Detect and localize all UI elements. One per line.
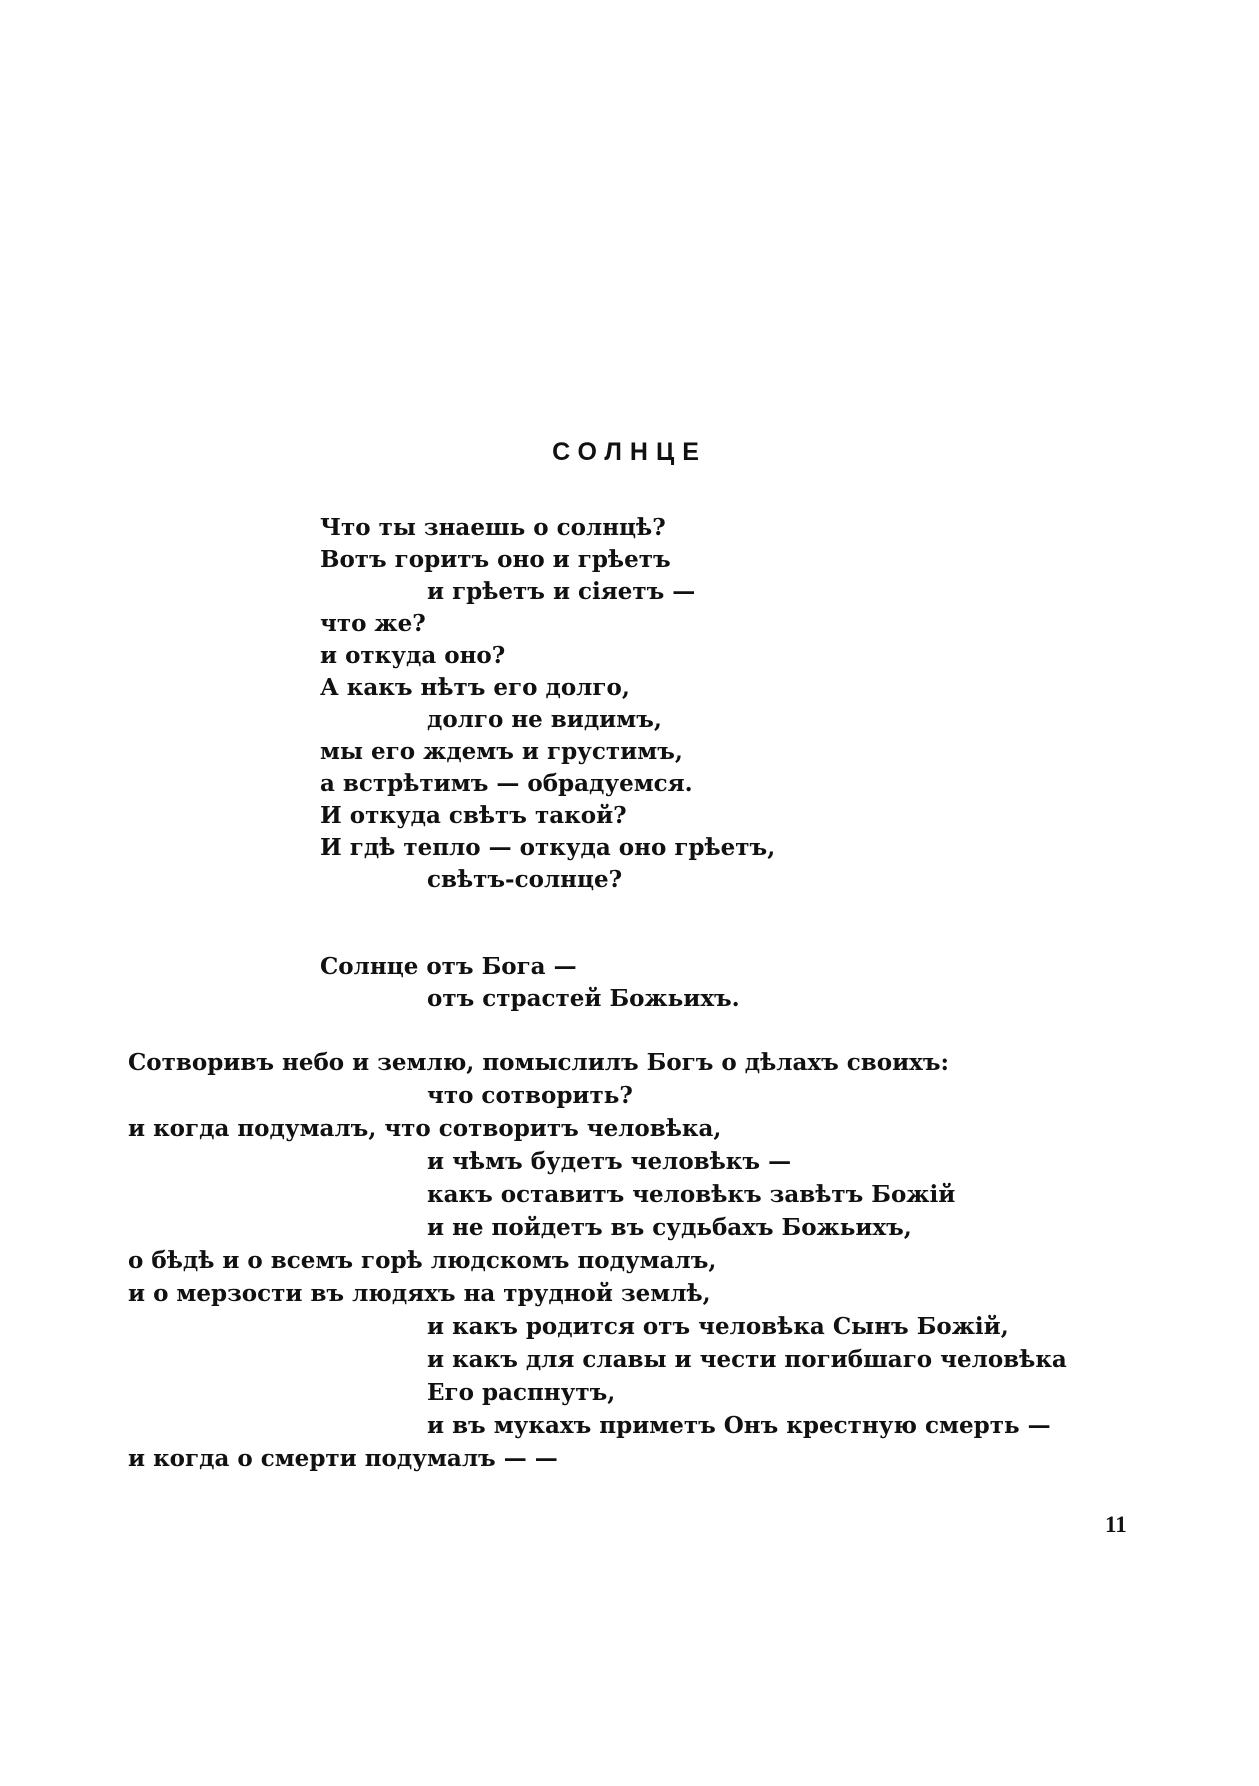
page-title: СОЛНЦЕ bbox=[552, 438, 707, 466]
verse-line: а встрѣтимъ — обрадуемся. bbox=[320, 770, 693, 797]
verse-line: и когда подумалъ, что сотворитъ человѣка, bbox=[128, 1115, 722, 1142]
verse-line: свѣтъ-солнце? bbox=[427, 866, 623, 893]
verse-line: и о мерзости въ людяхъ на трудной землѣ, bbox=[128, 1280, 711, 1307]
verse-line: и когда о смерти подумалъ — — bbox=[128, 1445, 558, 1472]
verse-line: какъ оставитъ человѣкъ завѣтъ Божій bbox=[427, 1181, 956, 1208]
verse-line: и какъ родится отъ человѣка Сынъ Божій, bbox=[427, 1313, 1009, 1340]
verse-line: Солнце отъ Бога — bbox=[320, 953, 577, 980]
verse-line: долго не видимъ, bbox=[427, 706, 662, 733]
verse-line: что сотворить? bbox=[427, 1082, 633, 1109]
verse-line: отъ страстей Божьихъ. bbox=[427, 985, 740, 1012]
verse-line: и чѣмъ будетъ человѣкъ — bbox=[427, 1148, 792, 1175]
verse-line: что же? bbox=[320, 610, 426, 637]
page-number: 11 bbox=[1105, 1512, 1127, 1537]
verse-line: и какъ для славы и чести погибшаго человѣка bbox=[427, 1346, 1067, 1373]
verse-line: Вотъ горитъ оно и грѣетъ bbox=[320, 546, 671, 573]
verse-line: и въ мукахъ приметъ Онъ крестную смерть — bbox=[427, 1412, 1051, 1439]
verse-line: Сотворивъ небо и землю, помыслилъ Богъ о дѣлахъ своихъ: bbox=[128, 1049, 949, 1076]
verse-line: и откуда оно? bbox=[320, 642, 506, 669]
verse-line: А какъ нѣтъ его долго, bbox=[320, 674, 630, 701]
verse-line: и грѣетъ и сіяетъ — bbox=[427, 578, 696, 605]
verse-line: Его распнутъ, bbox=[427, 1379, 616, 1406]
verse-line: мы его ждемъ и грустимъ, bbox=[320, 738, 683, 765]
verse-line: И гдѣ тепло — откуда оно грѣетъ, bbox=[320, 834, 776, 861]
verse-line: о бѣдѣ и о всемъ горѣ людскомъ подумалъ, bbox=[128, 1247, 717, 1274]
verse-line: и не пойдетъ въ судьбахъ Божьихъ, bbox=[427, 1214, 912, 1241]
verse-line: И откуда свѣтъ такой? bbox=[320, 802, 627, 829]
verse-line: Что ты знаешь о солнцѣ? bbox=[320, 514, 666, 541]
